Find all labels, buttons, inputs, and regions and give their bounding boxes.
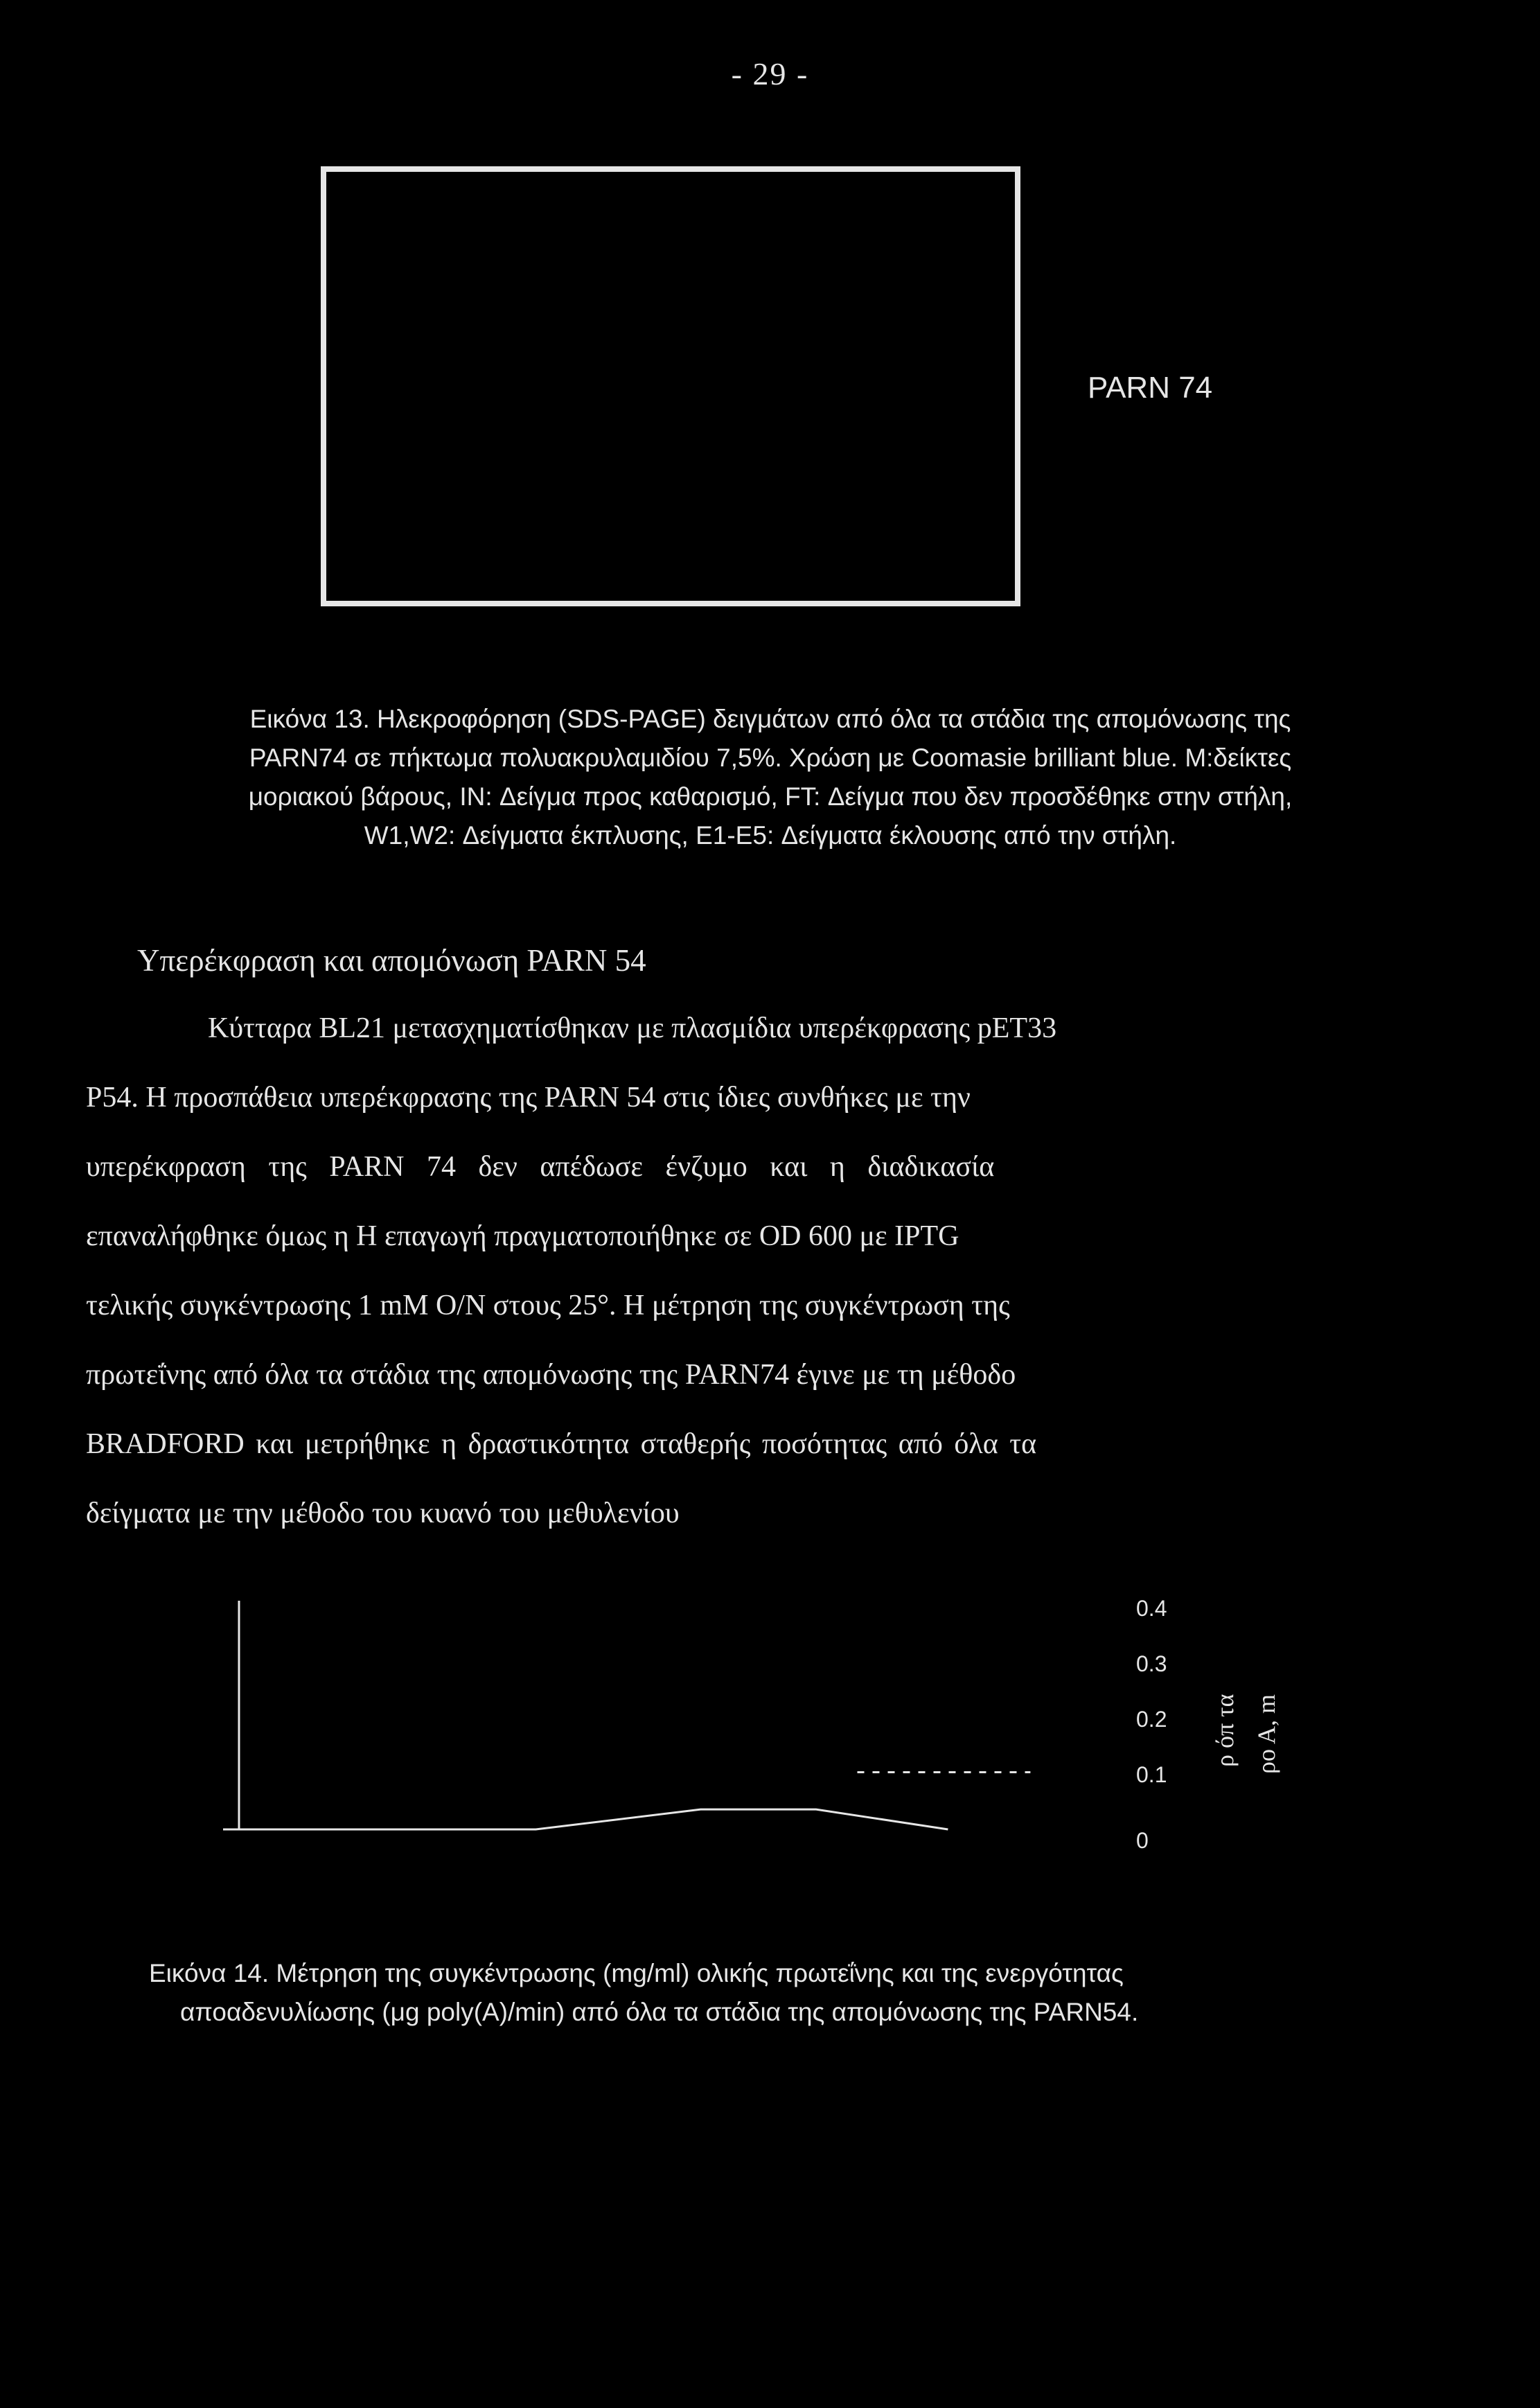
section-heading: Υπερέκφραση και απομόνωση PARN 54: [137, 943, 646, 978]
caption-line: W1,W2: Δείγματα έκπλυσης, E1-E5: Δείγματα έκλουσης από την στήλη.: [364, 821, 1177, 850]
y-tick-label: 0.2: [1136, 1707, 1167, 1732]
y-tick-label: 0.1: [1136, 1762, 1167, 1787]
caption-line: Εικόνα 13. Ηλεκροφόρηση (SDS-PAGE) δειγμάτων από όλα τα στάδια της απομόνωσης της: [249, 705, 1291, 733]
paragraph-line: P54. Η προσπάθεια υπερέκφρασης της PARN 54 στις ίδιες συνθήκες με την: [86, 1082, 971, 1114]
caption-line: Εικόνα 14. Μέτρηση της συγκέντρωσης (mg/ml) ολικής πρωτεΐνης και της ενεργότητας: [149, 1959, 1124, 1987]
figure-14-caption: [149, 1954, 1431, 2032]
caption-line: μοριακού βάρους, IN: Δείγμα προς καθαρισμό, FT: Δείγμα που δεν προσδέθηκε στην στήλη,: [248, 782, 1293, 811]
paragraph-line: BRADFORD και μετρήθηκε η δραστικότητα σταθερής ποσότητας από όλα τα: [86, 1428, 1037, 1460]
activity-chart: [0, 1566, 1540, 1871]
paragraph-line: υπερέκφραση της PARN 74 δεν απέδωσε ένζυμο και η διαδικασία: [86, 1151, 995, 1183]
y-tick-label: 0.3: [1136, 1651, 1167, 1676]
series-line-solid: [239, 1809, 948, 1829]
right-axis-label-fragment: ρο Α, m: [1253, 1694, 1280, 1774]
y-tick-label: 0.4: [1136, 1596, 1167, 1621]
gel-band-label: PARN 74: [1088, 371, 1213, 405]
paragraph-line: τελικής συγκέντρωσης 1 mM O/N στους 25°. Η μέτρηση της συγκέντρωση της: [86, 1290, 1010, 1321]
y-tick-label: 0: [1136, 1828, 1149, 1853]
paragraph-line: πρωτεΐνης από όλα τα στάδια της απομόνωσης της PARN74 έγινε με τη μέθοδο: [86, 1359, 1016, 1391]
series-layer: [239, 1773, 1030, 1830]
paragraph-line: Κύτταρα BL21 μετασχηματίσθηκαν με πλασμίδια υπερέκφρασης pET33: [208, 1012, 1057, 1044]
paragraph-line: δείγματα με την μέθοδο του κυανό του μεθυλενίου: [86, 1497, 680, 1529]
page-number: - 29 -: [731, 56, 809, 91]
figure-13-caption: [112, 700, 1428, 855]
y-tick-labels: [1136, 1596, 1167, 1853]
gel-image-frame: [321, 166, 1020, 606]
caption-line: PARN74 σε πήκτωμα πολυακρυλαμιδίου 7,5%. Χρώση με Coomasie brilliant blue. M:δείκτες: [249, 744, 1292, 772]
right-axis-label-fragment: ρ όπ τα: [1211, 1694, 1239, 1767]
paragraph-line: επαναλήφθηκε όμως η Η επαγωγή πραγματοποιήθηκε σε OD 600 με IPTG: [86, 1220, 959, 1252]
caption-line: αποαδενυλίωσης (μg poly(A)/min) από όλα τα στάδια της απομόνωσης της PARN54.: [180, 1998, 1139, 2026]
